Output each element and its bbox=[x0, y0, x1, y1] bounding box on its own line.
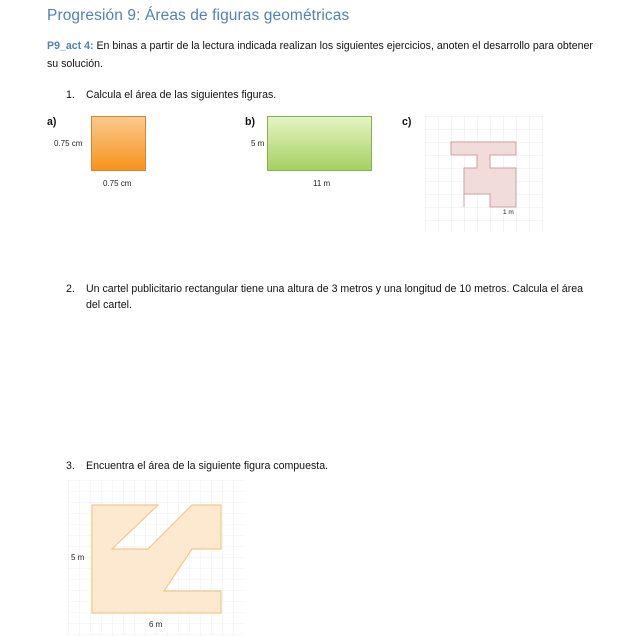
figure-c-grid-shape bbox=[425, 116, 543, 232]
question-1 bbox=[66, 87, 276, 103]
question-1-text: Calcula el área de las siguientes figuras. bbox=[86, 89, 277, 101]
composite-figure-grid bbox=[68, 480, 244, 636]
figure-b-bottom-label: 11 m bbox=[313, 179, 331, 188]
question-2-text: Un cartel publicitario rectangular tiene una altura de 3 metros y una longitud de 10 metros. Calcula el área del cartel. bbox=[86, 283, 584, 311]
figure-a-side-label: 0.75 cm bbox=[54, 139, 83, 148]
figure-b-letter: b) bbox=[245, 116, 255, 128]
composite-figure-side-label: 5 m bbox=[71, 553, 85, 562]
question-1-number: 1. bbox=[66, 89, 75, 101]
question-2-number: 2. bbox=[66, 283, 75, 295]
activity-instructions bbox=[47, 37, 607, 73]
figure-c-letter: c) bbox=[402, 116, 412, 128]
figure-c-unit-label: 1 m bbox=[503, 209, 514, 216]
figure-a-bottom-label: 0.75 cm bbox=[103, 179, 132, 188]
question-3-text: Encuentra el área de la siguiente figura compuesta. bbox=[86, 460, 329, 472]
figure-b-rectangle bbox=[267, 116, 372, 171]
question-2 bbox=[66, 281, 596, 313]
question-3 bbox=[66, 458, 328, 474]
activity-text: En binas a partir de la lectura indicada realizan los siguientes ejercicios, anoten el desarrollo para obtener su solución. bbox=[47, 40, 593, 70]
activity-label: P9_act 4: bbox=[47, 40, 94, 52]
composite-figure-bottom-label: 6 m bbox=[149, 620, 163, 629]
question-3-number: 3. bbox=[66, 460, 75, 472]
figure-b-side-label: 5 m bbox=[251, 139, 265, 148]
figure-a-letter: a) bbox=[47, 116, 57, 128]
figure-a-square bbox=[91, 116, 146, 171]
page-title: Progresión 9: Áreas de figuras geométricas bbox=[47, 7, 350, 24]
